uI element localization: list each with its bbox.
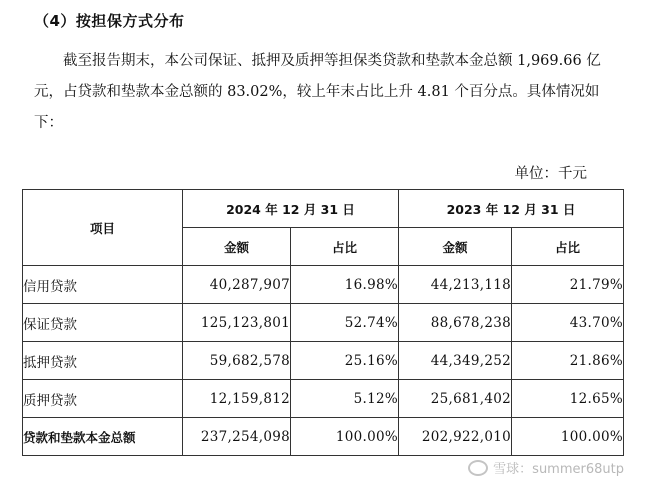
table-row	[23, 380, 624, 418]
amount-2023: 88,678,238	[399, 304, 512, 342]
watermark	[468, 458, 624, 477]
total-amount-2024: 237,254,098	[183, 418, 291, 456]
share-2024: 5.12%	[291, 380, 399, 418]
summary-text: 截至报告期末，本公司保证、抵押及质押等担保类贷款和垫款本金总额 1,969.66 亿元，占贷款和垫款本金总额的 83.02%，较上年末占比上升 4.81 个百分点。具体情况如下：	[34, 53, 601, 131]
guarantee-distribution-table	[22, 189, 624, 456]
period-2024-header: 2024 年 12 月 31 日	[183, 190, 399, 228]
total-share-2023: 100.00%	[512, 418, 624, 456]
table-row	[23, 342, 624, 380]
share-2023: 21.79%	[512, 266, 624, 304]
section-heading: （4）按担保方式分布	[34, 12, 185, 30]
row-label: 质押贷款	[23, 380, 183, 418]
row-label: 信用贷款	[23, 266, 183, 304]
amount-2024: 40,287,907	[183, 266, 291, 304]
amount-2023: 44,213,118	[399, 266, 512, 304]
total-label: 贷款和垫款本金总额	[23, 418, 183, 456]
share-2024: 16.98%	[291, 266, 399, 304]
amount-2024-header: 金额	[183, 228, 291, 266]
total-amount-2023: 202,922,010	[399, 418, 512, 456]
share-2024: 52.74%	[291, 304, 399, 342]
table-row	[23, 266, 624, 304]
share-2023-header: 占比	[512, 228, 624, 266]
row-label: 保证贷款	[23, 304, 183, 342]
amount-2023-header: 金额	[399, 228, 512, 266]
share-2023: 12.65%	[512, 380, 624, 418]
total-share-2024: 100.00%	[291, 418, 399, 456]
amount-2024: 125,123,801	[183, 304, 291, 342]
item-header: 项目	[23, 190, 183, 266]
unit-label: 单位：千元	[514, 166, 587, 182]
amount-2023: 25,681,402	[399, 380, 512, 418]
share-2023: 21.86%	[512, 342, 624, 380]
period-2023-header: 2023 年 12 月 31 日	[399, 190, 624, 228]
total-row	[23, 418, 624, 456]
share-2024: 25.16%	[291, 342, 399, 380]
header-row-periods	[23, 190, 624, 228]
amount-2024: 59,682,578	[183, 342, 291, 380]
amount-2024: 12,159,812	[183, 380, 291, 418]
table-row	[23, 304, 624, 342]
watermark-text: 雪球：summer68utp	[493, 462, 624, 477]
snowball-logo-icon	[468, 460, 488, 476]
row-label: 抵押贷款	[23, 342, 183, 380]
share-2023: 43.70%	[512, 304, 624, 342]
share-2024-header: 占比	[291, 228, 399, 266]
summary-paragraph	[34, 46, 604, 139]
amount-2023: 44,349,252	[399, 342, 512, 380]
